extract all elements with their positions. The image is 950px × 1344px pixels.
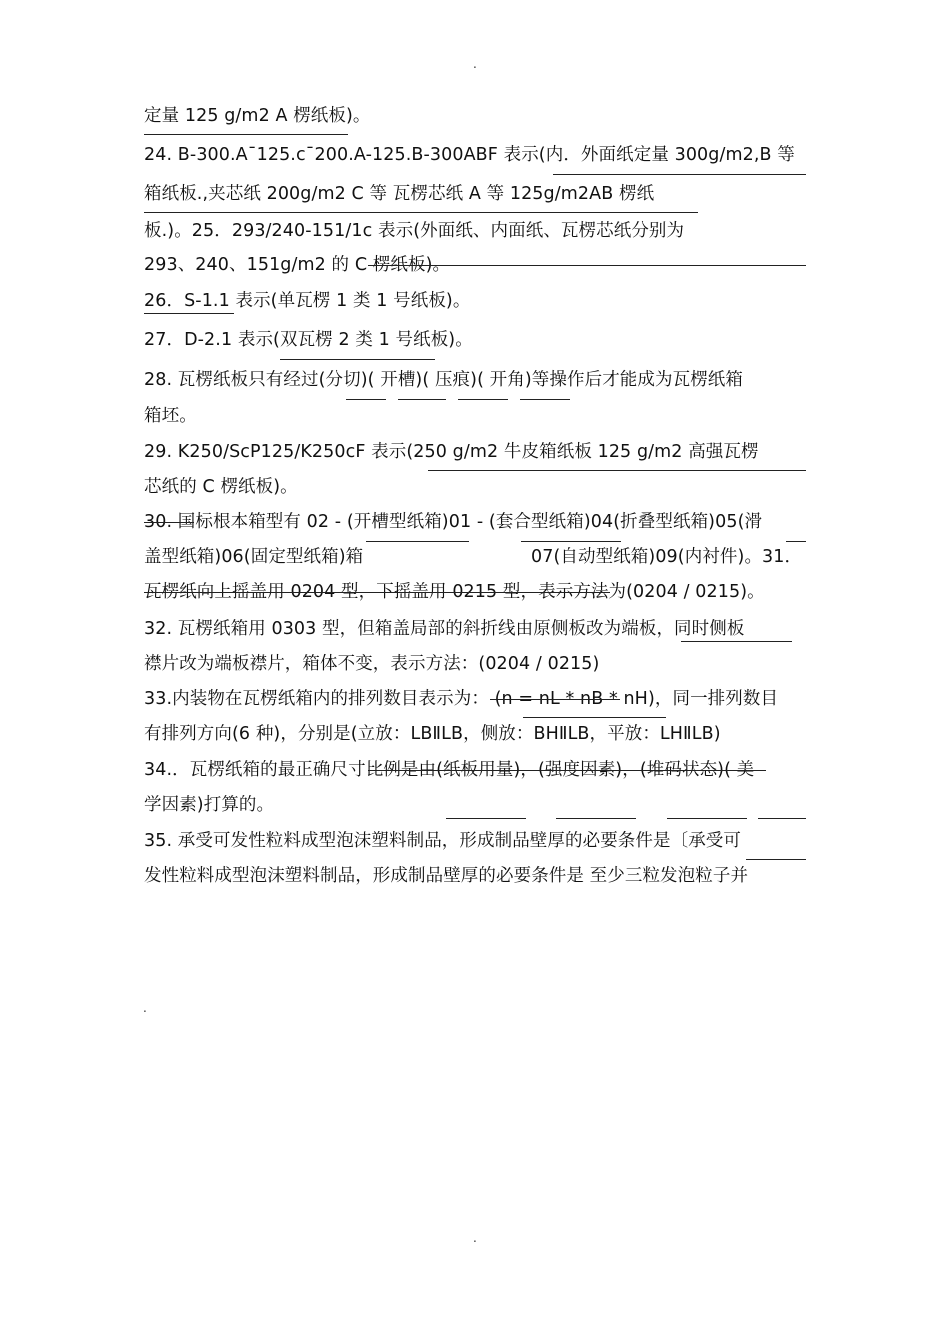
text-line-21: 学因素)打算的。 <box>144 795 275 815</box>
answer-underline <box>523 717 666 718</box>
strike-line <box>144 592 610 593</box>
strike-line <box>490 699 620 700</box>
answer-underline <box>398 399 446 400</box>
answer-underline <box>681 641 792 642</box>
answer-underline <box>280 359 435 360</box>
text-line-10: 29. K250/ScP125/K250cF 表示(250 g/m2 牛皮箱纸板 125 g/m2 高强瓦楞 <box>144 442 759 462</box>
answer-underline <box>366 541 469 542</box>
text-line-7: 27．D-2.1 表示(双瓦楞 2 类 1 号纸板)。 <box>144 330 473 350</box>
text-line-8: 28. 瓦楞纸板只有经过(分切)( 开槽)( 压痕)( 开角)等操作后才能成为瓦楞纸箱 <box>144 370 743 390</box>
answer-underline <box>458 399 508 400</box>
answer-underline <box>667 818 747 819</box>
answer-underline <box>758 818 806 819</box>
text-line-13: 盖型纸箱)06(固定型纸箱)箱 <box>144 547 364 567</box>
text-line-6: 26．S-1.1 表示(单瓦楞 1 类 1 号纸板)。 <box>144 291 471 311</box>
text-line-19: 有排列方向(6 种)，分别是(立放：LBⅡLB，侧放：BHⅡLB，平放：LHⅡLB) <box>144 724 721 744</box>
text-line-20: 34.．瓦楞纸箱的最正确尺寸比例是由(纸板用量)，(强度因素)，(堆码状态)( 美 <box>144 760 755 780</box>
text-line-17: 襟片改为端板襟片，箱体不变，表示方法：(0204 / 0215) <box>144 654 600 674</box>
strike-line <box>144 522 194 523</box>
page-mark-top: . <box>473 57 477 71</box>
page-mark-bottom: . <box>473 1231 477 1245</box>
text-line-11: 芯纸的 C 楞纸板)。 <box>144 477 298 497</box>
answer-underline <box>144 212 698 213</box>
text-line-16: 32. 瓦楞纸箱用 0303 型，但箱盖局部的斜折线由原侧板改为端板，同时侧板 <box>144 619 745 639</box>
answer-underline <box>553 174 806 175</box>
text-line-2: 24. B-300.A¯125.c¯200.A-125.B-300ABF 表示(内．外面纸定量 300g/m2,B 等 <box>144 145 795 165</box>
text-line-22: 35. 承受可发性粒料成型泡沫塑料制品，形成制品壁厚的必要条件是〔承受可 <box>144 831 741 851</box>
text-line-5: 293、240、151g/m2 的 C 楞纸板)。 <box>144 255 451 275</box>
text-line-9: 箱坯。 <box>144 406 197 426</box>
text-line-12: 30. 国标根本箱型有 02 - (开槽型纸箱)01 - (套合型纸箱)04(折叠型纸箱)05(滑 <box>144 512 763 532</box>
text-line-15: 瓦楞纸向上摇盖用 0204 型，下摇盖用 0215 型，表示方法为(0204 / 0215)。 <box>144 582 765 602</box>
strike-line <box>368 770 766 771</box>
answer-underline <box>144 134 348 135</box>
answer-underline <box>428 470 806 471</box>
answer-underline <box>786 541 806 542</box>
text-line-3: 箱纸板.,夹芯纸 200g/m2 C 等 瓦楞芯纸 A 等 125g/m2AB 楞纸 <box>144 184 655 204</box>
answer-underline <box>446 818 526 819</box>
answer-underline <box>521 541 621 542</box>
answer-underline <box>144 313 234 314</box>
answer-underline <box>556 818 636 819</box>
page-mark-mid-left: . <box>143 1001 147 1015</box>
strike-line <box>368 265 806 266</box>
answer-underline <box>520 399 570 400</box>
text-line-14: 07(自动型纸箱)09(内衬件)。31． <box>531 547 803 567</box>
text-line-18: 33.内装物在瓦楞纸箱内的排列数目表示为： (n = nL * nB * nH)，同一排列数目 <box>144 689 779 709</box>
answer-underline <box>346 399 386 400</box>
text-line-4: 板.)。25．293/240-151/1c 表示(外面纸、内面纸、瓦楞芯纸分别为 <box>144 221 685 241</box>
answer-underline <box>746 859 806 860</box>
text-line-23: 发性粒料成型泡沫塑料制品，形成制品壁厚的必要条件是 至少三粒发泡粒子并 <box>144 866 749 886</box>
text-line-1: 定量 125 g/m2 A 楞纸板)。 <box>144 106 371 126</box>
